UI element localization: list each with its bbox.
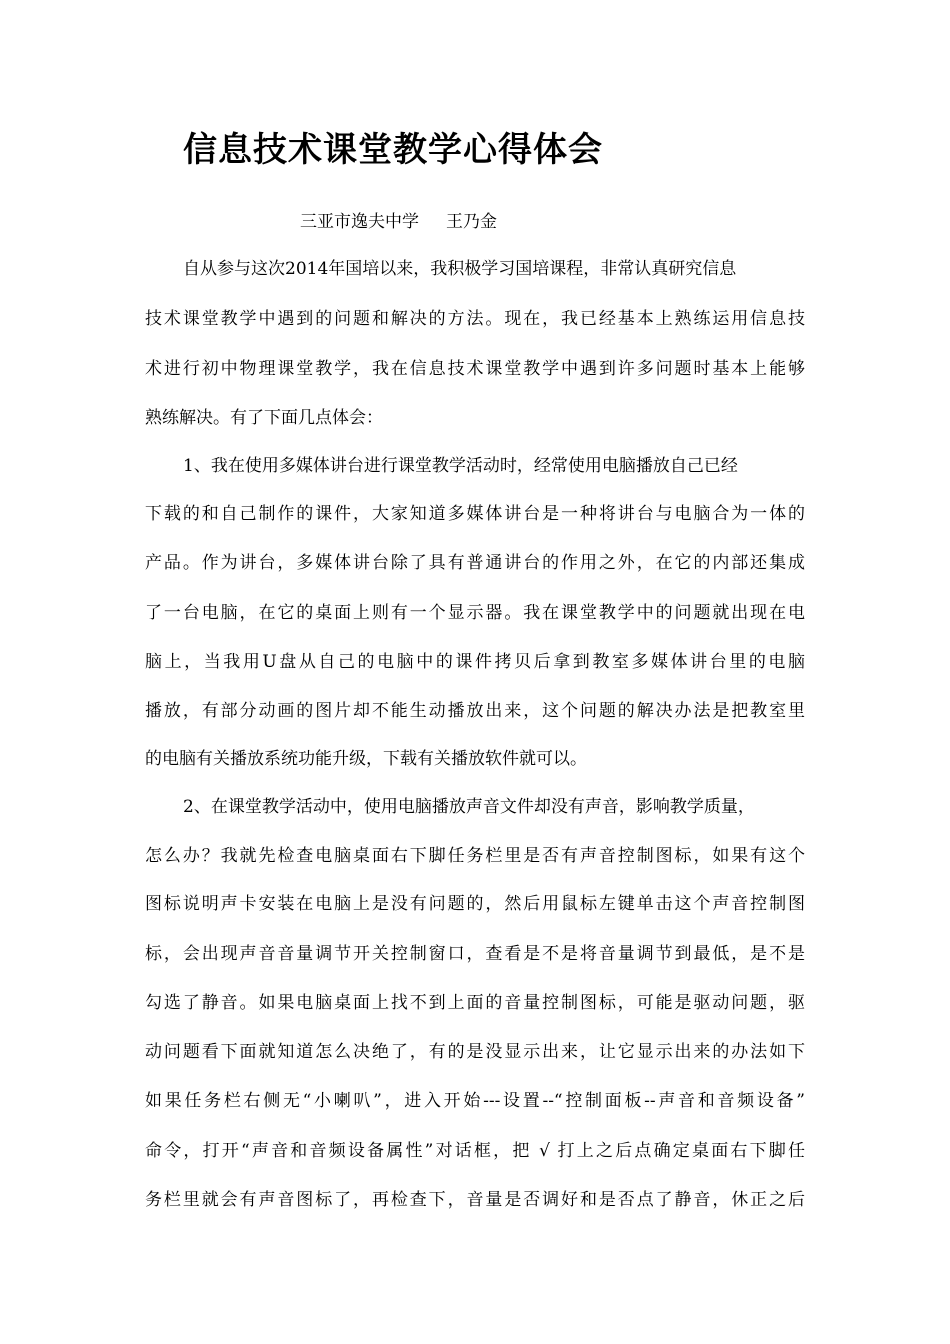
text-line: 产品。作为讲台，多媒体讲台除了具有普通讲台的作用之外，在它的内部还集成 xyxy=(145,553,805,573)
text-line: 标，会出现声音音量调节开关控制窗口，查看是不是将音量调节到最低，是不是 xyxy=(145,944,805,964)
text-line: 了一台电脑，在它的桌面上则有一个显示器。我在课堂教学中的问题就出现在电 xyxy=(145,603,805,623)
text-line: 的电脑有关播放系统功能升级，下载有关播放软件就可以。 xyxy=(145,749,587,769)
text-line: 脑上，当我用U盘从自己的电脑中的课件拷贝后拿到教室多媒体讲台里的电脑 xyxy=(145,652,805,672)
text-line: 怎么办？我就先检查电脑桌面右下脚任务栏里是否有声音控制图标，如果有这个 xyxy=(145,846,805,866)
text-line: 熟练解决。有了下面几点体会： xyxy=(145,408,383,428)
text-line: 命令，打开“声音和音频设备属性”对话框，把 √ 打上之后点确定桌面右下脚任 xyxy=(145,1141,805,1161)
text-line: 2、在课堂教学活动中，使用电脑播放声音文件却没有声音，影响教学质量， xyxy=(183,797,755,817)
text-line: 如果任务栏右侧无“小喇叭”，进入开始---设置--“控制面板--声音和音频设备” xyxy=(145,1091,805,1111)
text-line: 自从参与这次2014年国培以来，我积极学习国培课程，非常认真研究信息 xyxy=(183,259,737,279)
text-line: 务栏里就会有声音图标了，再检查下，音量是否调好和是否点了静音，休正之后 xyxy=(145,1190,805,1210)
document-title: 信息技术课堂教学心得体会 xyxy=(183,130,603,170)
author-line: 三亚市逸夫中学 王乃金 xyxy=(300,212,498,232)
text-line: 图标说明声卡安装在电脑上是没有问题的，然后用鼠标左键单击这个声音控制图 xyxy=(145,894,805,914)
text-line: 播放，有部分动画的图片却不能生动播放出来，这个问题的解决办法是把教室里 xyxy=(145,701,805,721)
text-line: 下载的和自己制作的课件，大家知道多媒体讲台是一种将讲台与电脑合为一体的 xyxy=(145,504,805,524)
text-line: 技术课堂教学中遇到的问题和解决的方法。现在，我已经基本上熟练运用信息技 xyxy=(145,309,805,329)
text-line: 勾选了静音。如果电脑桌面上找不到上面的音量控制图标，可能是驱动问题，驱 xyxy=(145,993,805,1013)
text-line: 动问题看下面就知道怎么决绝了，有的是没显示出来，让它显示出来的办法如下 xyxy=(145,1042,805,1062)
text-line: 术进行初中物理课堂教学，我在信息技术课堂教学中遇到许多问题时基本上能够 xyxy=(145,359,805,379)
text-line: 1、我在使用多媒体讲台进行课堂教学活动时，经常使用电脑播放自己已经 xyxy=(183,456,738,476)
